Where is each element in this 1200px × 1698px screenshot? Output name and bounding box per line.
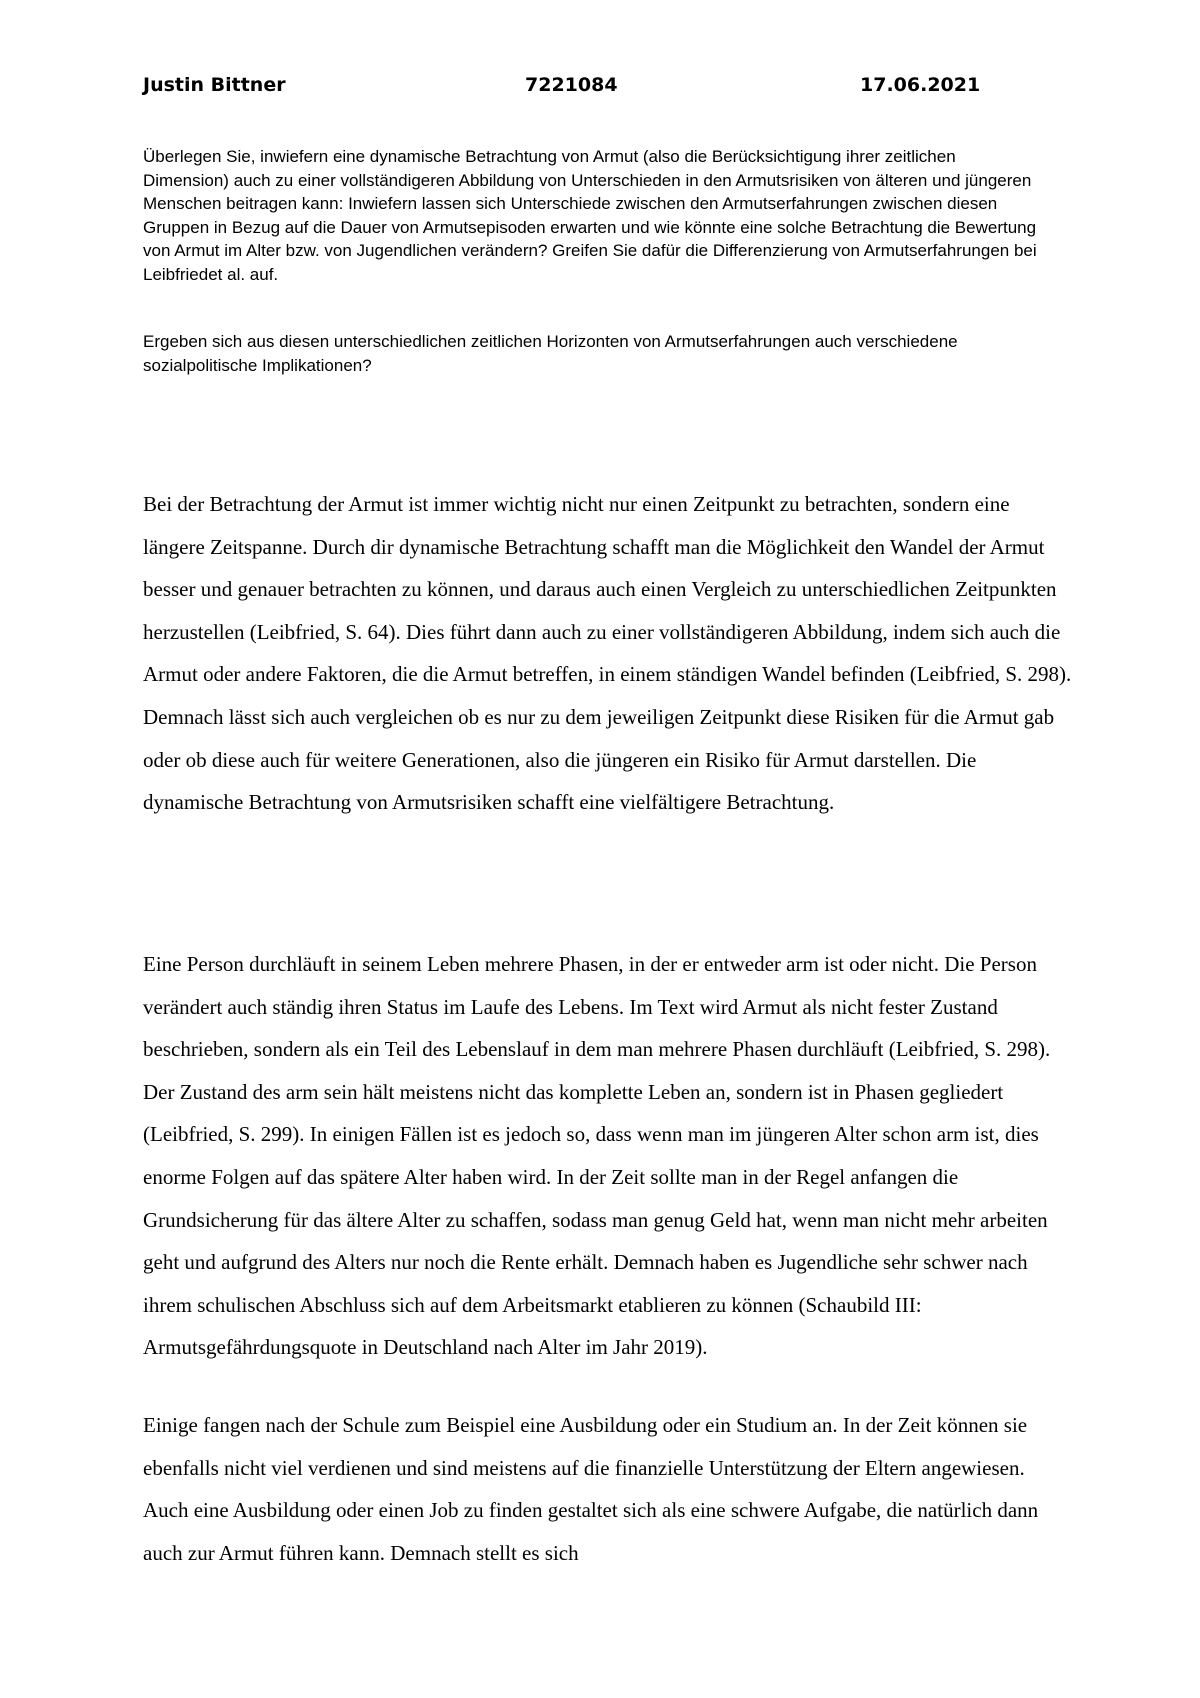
author-name: Justin Bittner: [143, 74, 286, 96]
question-paragraph-1: Überlegen Sie, inwiefern eine dynamische Betrachtung von Armut (also die Berücksichtigung ihrer zeitlichen Dimension) auch zu einer vollständigeren Abbildung von Unterschieden in den Armutsrisiken von älteren und jüngeren Menschen beitragen kann: Inwiefern lassen sich Unterschiede zwischen den Armutserfahrungen zwischen diesen Gruppen in Bezug auf die Dauer von Armutsepisoden erwarten und wie könnte eine solche Betrachtung die Bewertung von Armut im Alter bzw. von Jugendlichen verändern? Greifen Sie dafür die Differenzierung von Armutserfahrungen bei Leibfriedet al. auf.: [143, 147, 1037, 284]
body-paragraph-2: Eine Person durchläuft in seinem Leben mehrere Phasen, in der er entweder arm ist oder nicht. Die Person verändert auch ständig ihren Status im Laufe des Lebens. Im Text wird Armut als nicht fester Zustand beschrieben, sondern als ein Teil des Lebenslauf in dem man mehrere Phasen durchläuft (Leibfried, S. 298). Der Zustand des arm sein hält meistens nicht das komplette Leben an, sondern ist in Phasen gegliedert (Leibfried, S. 299). In einigen Fällen ist es jedoch so, dass wenn man im jüngeren Alter schon arm ist, dies enorme Folgen auf das spätere Alter haben wird. In der Zeit sollte man in der Regel anfangen die Grundsicherung für das ältere Alter zu schaffen, sodass man genug Geld hat, wenn man nicht mehr arbeiten geht und aufgrund des Alters nur noch die Rente erhält. Demnach haben es Jugendliche sehr schwer nach ihrem schulischen Abschluss sich auf dem Arbeitsmarkt etablieren zu können (Schaubild III: Armutsgefährdungsquote in Deutschland nach Alter im Jahr 2019).: [143, 952, 1051, 1360]
body-paragraph-3: Einige fangen nach der Schule zum Beispiel eine Ausbildung oder ein Studium an. In der Zeit können sie ebenfalls nicht viel verdienen und sind meistens auf die finanzielle Unterstützung der Eltern angewiesen. Auch eine Ausbildung oder einen Job zu finden gestaltet sich als eine schwere Aufgabe, die natürlich dann auch zur Armut führen kann. Demnach stellt es sich: [143, 1413, 1039, 1565]
student-id: 7221084: [525, 74, 618, 96]
question-paragraph-2: Ergeben sich aus diesen unterschiedlichen zeitlichen Horizonten von Armutserfahrungen auch verschiedene sozialpolitische Implikationen?: [143, 332, 958, 375]
document-date: 17.06.2021: [860, 74, 981, 96]
page-header: [143, 74, 1143, 104]
body-paragraph-1: Bei der Betrachtung der Armut ist immer wichtig nicht nur einen Zeitpunkt zu betrachten, sondern eine längere Zeitspanne. Durch dir dynamische Betrachtung schafft man die Möglichkeit den Wandel der Armut besser und genauer betrachten zu können, und daraus auch einen Vergleich zu unterschiedlichen Zeitpunkten herzustellen (Leibfried, S. 64). Dies führt dann auch zu einer vollständigeren Abbildung, indem sich auch die Armut oder andere Faktoren, die die Armut betreffen, in einem ständigen Wandel befinden (Leibfried, S. 298). Demnach lässt sich auch vergleichen ob es nur zu dem jeweiligen Zeitpunkt diese Risiken für die Armut gab oder ob diese auch für weitere Generationen, also die jüngeren ein Risiko für Armut darstellen. Die dynamische Betrachtung von Armutsrisiken schafft eine vielfältigere Betrachtung.: [143, 492, 1072, 815]
